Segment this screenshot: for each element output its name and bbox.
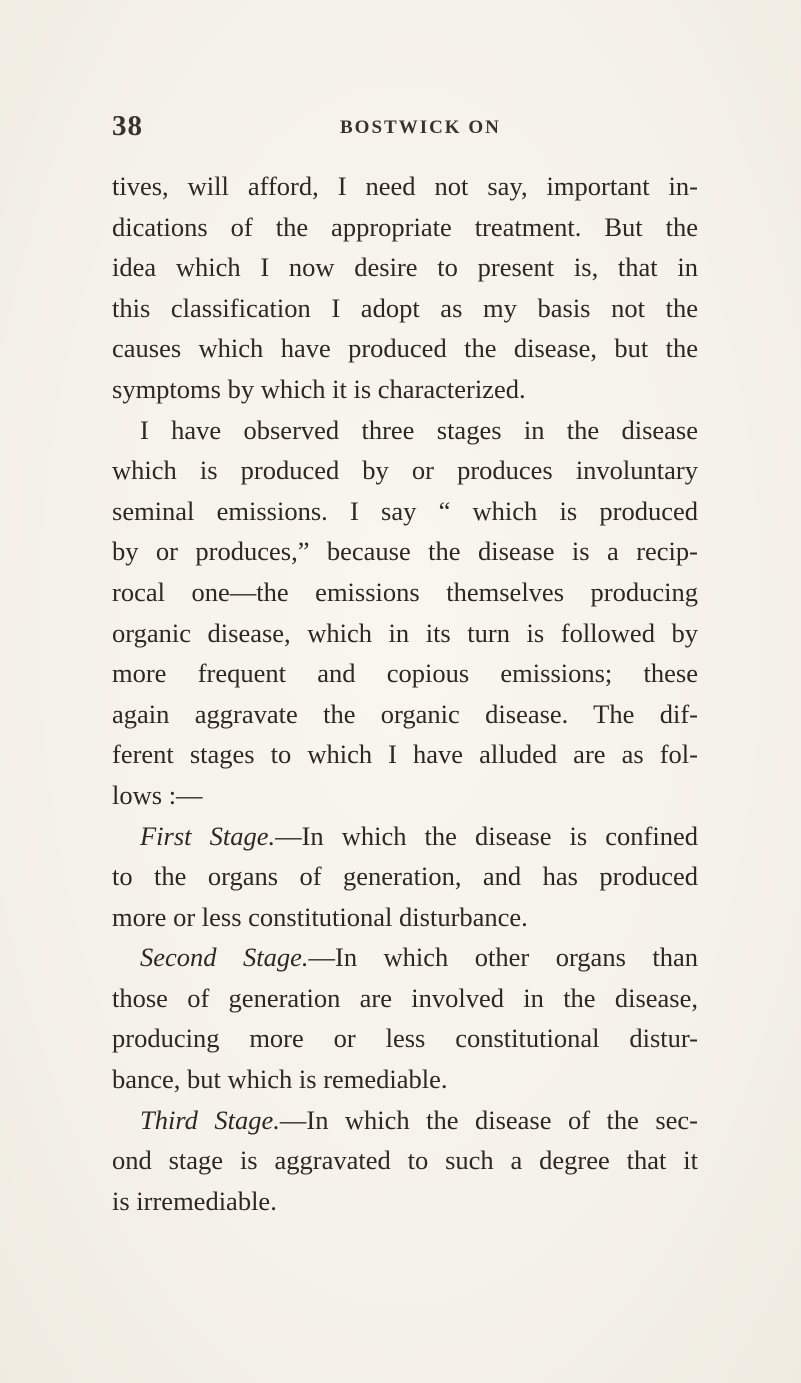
- page-header: [112, 110, 712, 150]
- stage-title: First Stage.: [140, 820, 276, 851]
- running-head: BOSTWICK ON: [340, 117, 501, 138]
- text-line: again aggravate the organic disease. The dif-: [112, 698, 698, 729]
- text-line: rocal one—the emissions themselves producing: [112, 576, 698, 607]
- text-line: this classification I adopt as my basis not the: [112, 292, 698, 323]
- text-line: bance, but which is remediable.: [112, 1064, 448, 1095]
- paragraph: [112, 410, 698, 816]
- text-line: I have observed three stages in the disease: [140, 414, 698, 445]
- body-text: [112, 166, 698, 1221]
- stage-text: —In which the disease is confined: [275, 820, 698, 851]
- text-line: idea which I now desire to present is, that in: [112, 252, 698, 283]
- text-line: those of generation are involved in the disease,: [112, 982, 698, 1013]
- stage-title: Third Stage.: [140, 1104, 280, 1135]
- text-line: [112, 937, 698, 978]
- stage-text: —In which other organs than: [308, 942, 698, 973]
- text-line: lows :—: [112, 779, 203, 810]
- text-line: ond stage is aggravated to such a degree that it: [112, 1145, 698, 1176]
- stage-paragraph-second: [112, 937, 698, 1099]
- text-line: by or produces,” because the disease is a recip-: [112, 536, 698, 567]
- text-line: [112, 816, 698, 857]
- text-line: producing more or less constitutional distur-: [112, 1023, 698, 1054]
- text-line: ferent stages to which I have alluded are as fol-: [112, 739, 698, 770]
- stage-paragraph-third: [112, 1100, 698, 1222]
- stage-paragraph-first: [112, 816, 698, 938]
- text-line: to the organs of generation, and has produced: [112, 861, 698, 892]
- text-line: seminal emissions. I say “ which is produced: [112, 495, 698, 526]
- text-line: which is produced by or produces involuntary: [112, 455, 698, 486]
- text-line: more frequent and copious emissions; these: [112, 658, 698, 689]
- stage-title: Second Stage.: [140, 942, 309, 973]
- text-line: is irremediable.: [112, 1185, 277, 1216]
- paragraph: [112, 166, 698, 410]
- text-line: more or less constitutional disturbance.: [112, 901, 528, 932]
- text-line: organic disease, which in its turn is followed by: [112, 617, 698, 648]
- text-line: tives, will afford, I need not say, important in-: [112, 171, 698, 201]
- text-line: causes which have produced the disease, but the: [112, 333, 698, 364]
- text-line: symptoms by which it is characterized.: [112, 373, 526, 404]
- page-number: 38: [112, 110, 143, 142]
- stage-text: —In which the disease of the sec-: [279, 1104, 698, 1135]
- text-line: [112, 1100, 698, 1141]
- text-line: dications of the appropriate treatment. But the: [112, 211, 698, 242]
